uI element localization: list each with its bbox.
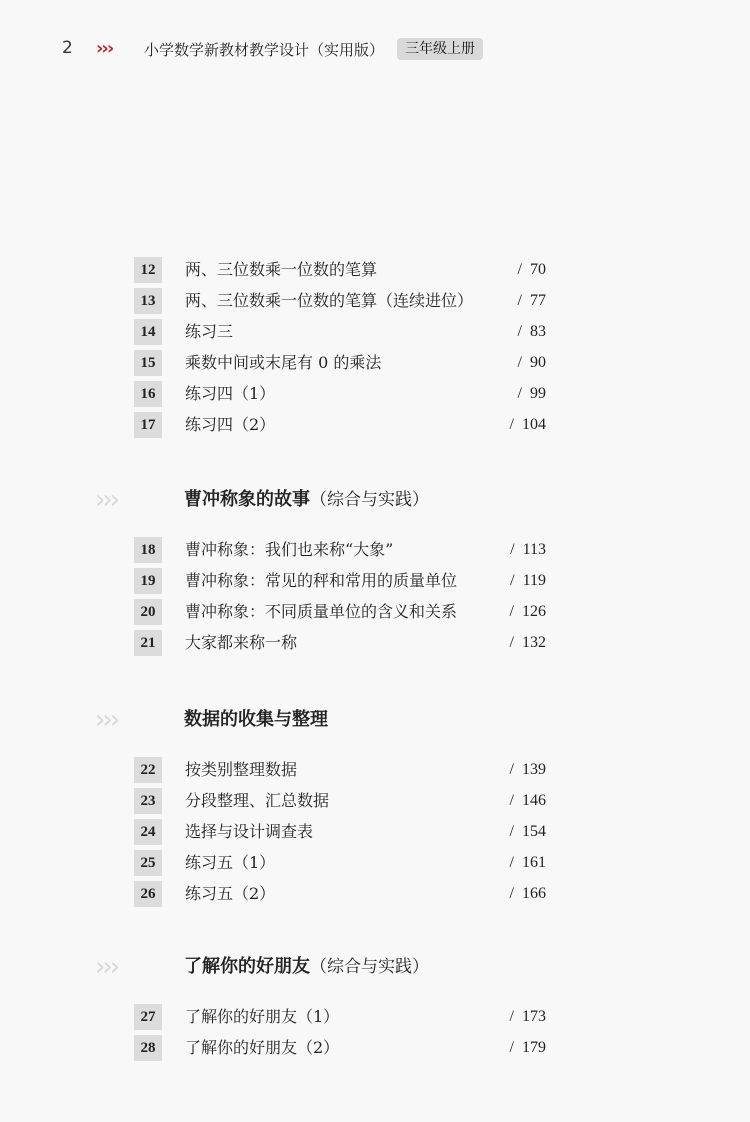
lesson-number: 15 bbox=[134, 350, 162, 376]
section-title bbox=[184, 485, 429, 515]
section-title-text: 了解你的好朋友 bbox=[184, 956, 310, 977]
lesson-number: 17 bbox=[134, 412, 162, 438]
lesson-title: 曹冲称象：常见的秤和常用的质量单位 bbox=[185, 571, 458, 590]
lesson-title: 了解你的好朋友（2） bbox=[185, 1038, 340, 1057]
lesson-title: 曹冲称象：不同质量单位的含义和关系 bbox=[185, 602, 458, 621]
section-heading bbox=[0, 952, 750, 982]
toc-entry[interactable] bbox=[0, 257, 750, 283]
section-subtitle: （综合与实践） bbox=[310, 957, 429, 977]
section-heading bbox=[0, 485, 750, 515]
lesson-title: 曹冲称象：我们也来称“大象” bbox=[185, 540, 394, 559]
lesson-title: 分段整理、汇总数据 bbox=[185, 791, 330, 810]
toc-entry[interactable] bbox=[0, 757, 750, 783]
lesson-title: 大家都来称一称 bbox=[185, 633, 298, 652]
page-reference: / 126 bbox=[509, 603, 546, 620]
page-reference: / 179 bbox=[509, 1039, 546, 1056]
toc-entry[interactable] bbox=[0, 412, 750, 438]
toc-entry[interactable] bbox=[0, 537, 750, 563]
toc-entry[interactable] bbox=[0, 288, 750, 314]
lesson-number: 23 bbox=[134, 788, 162, 814]
page-reference: / 104 bbox=[509, 416, 546, 433]
page-reference: / 83 bbox=[517, 323, 546, 340]
toc-entry[interactable] bbox=[0, 788, 750, 814]
toc-entry[interactable] bbox=[0, 1035, 750, 1061]
lesson-number: 22 bbox=[134, 757, 162, 783]
lesson-number: 26 bbox=[134, 881, 162, 907]
toc-entry[interactable] bbox=[0, 319, 750, 345]
grade-badge: 三年级上册 bbox=[397, 38, 483, 60]
chevron-right-icon: ››› bbox=[95, 485, 118, 515]
chevron-right-icon: ››› bbox=[95, 952, 118, 982]
section-title-text: 曹冲称象的故事 bbox=[184, 489, 310, 510]
page-reference: / 113 bbox=[510, 541, 546, 558]
lesson-title: 了解你的好朋友（1） bbox=[185, 1007, 340, 1026]
page-number: 2 bbox=[62, 38, 73, 58]
page-header bbox=[0, 38, 750, 62]
lesson-title: 练习五（1） bbox=[185, 853, 276, 872]
lesson-title: 练习四（1） bbox=[185, 384, 276, 403]
section-title bbox=[184, 952, 429, 982]
page-reference: / 166 bbox=[509, 885, 546, 902]
book-title: 小学数学新教材教学设计（实用版） bbox=[144, 41, 385, 59]
toc-entry[interactable] bbox=[0, 630, 750, 656]
page-reference: / 70 bbox=[517, 261, 546, 278]
page-reference: / 161 bbox=[509, 854, 546, 871]
toc-entry[interactable] bbox=[0, 350, 750, 376]
lesson-number: 20 bbox=[134, 599, 162, 625]
lesson-title: 练习五（2） bbox=[185, 884, 276, 903]
chevron-right-icon: ››› bbox=[96, 38, 113, 59]
lesson-title: 两、三位数乘一位数的笔算 bbox=[185, 260, 378, 279]
section-title bbox=[184, 705, 328, 735]
page-reference: / 77 bbox=[517, 292, 546, 309]
lesson-number: 19 bbox=[134, 568, 162, 594]
lesson-number: 12 bbox=[134, 257, 162, 283]
toc-entry[interactable] bbox=[0, 1004, 750, 1030]
page-reference: / 139 bbox=[509, 761, 546, 778]
page-reference: / 119 bbox=[510, 572, 546, 589]
toc-entry[interactable] bbox=[0, 599, 750, 625]
page-reference: / 173 bbox=[509, 1008, 546, 1025]
lesson-number: 13 bbox=[134, 288, 162, 314]
toc-entry[interactable] bbox=[0, 381, 750, 407]
lesson-title: 选择与设计调查表 bbox=[185, 822, 314, 841]
section-title-text: 数据的收集与整理 bbox=[184, 709, 328, 730]
lesson-title: 两、三位数乘一位数的笔算（连续进位） bbox=[185, 291, 474, 310]
lesson-title: 按类别整理数据 bbox=[185, 760, 298, 779]
lesson-number: 18 bbox=[134, 537, 162, 563]
lesson-number: 27 bbox=[134, 1004, 162, 1030]
page-reference: / 99 bbox=[517, 385, 546, 402]
page-reference: / 90 bbox=[517, 354, 546, 371]
lesson-number: 25 bbox=[134, 850, 162, 876]
section-heading bbox=[0, 705, 750, 735]
lesson-title: 练习三 bbox=[185, 322, 234, 341]
chevron-right-icon: ››› bbox=[95, 705, 118, 735]
lesson-number: 21 bbox=[134, 630, 162, 656]
lesson-number: 24 bbox=[134, 819, 162, 845]
page-reference: / 154 bbox=[509, 823, 546, 840]
lesson-number: 28 bbox=[134, 1035, 162, 1061]
lesson-title: 练习四（2） bbox=[185, 415, 276, 434]
toc-entry[interactable] bbox=[0, 881, 750, 907]
page-reference: / 132 bbox=[509, 634, 546, 651]
toc-entry[interactable] bbox=[0, 850, 750, 876]
toc-entry[interactable] bbox=[0, 819, 750, 845]
lesson-number: 14 bbox=[134, 319, 162, 345]
lesson-number: 16 bbox=[134, 381, 162, 407]
lesson-title: 乘数中间或末尾有 0 的乘法 bbox=[185, 353, 382, 372]
toc-entry[interactable] bbox=[0, 568, 750, 594]
section-subtitle: （综合与实践） bbox=[310, 490, 429, 510]
page-reference: / 146 bbox=[509, 792, 546, 809]
